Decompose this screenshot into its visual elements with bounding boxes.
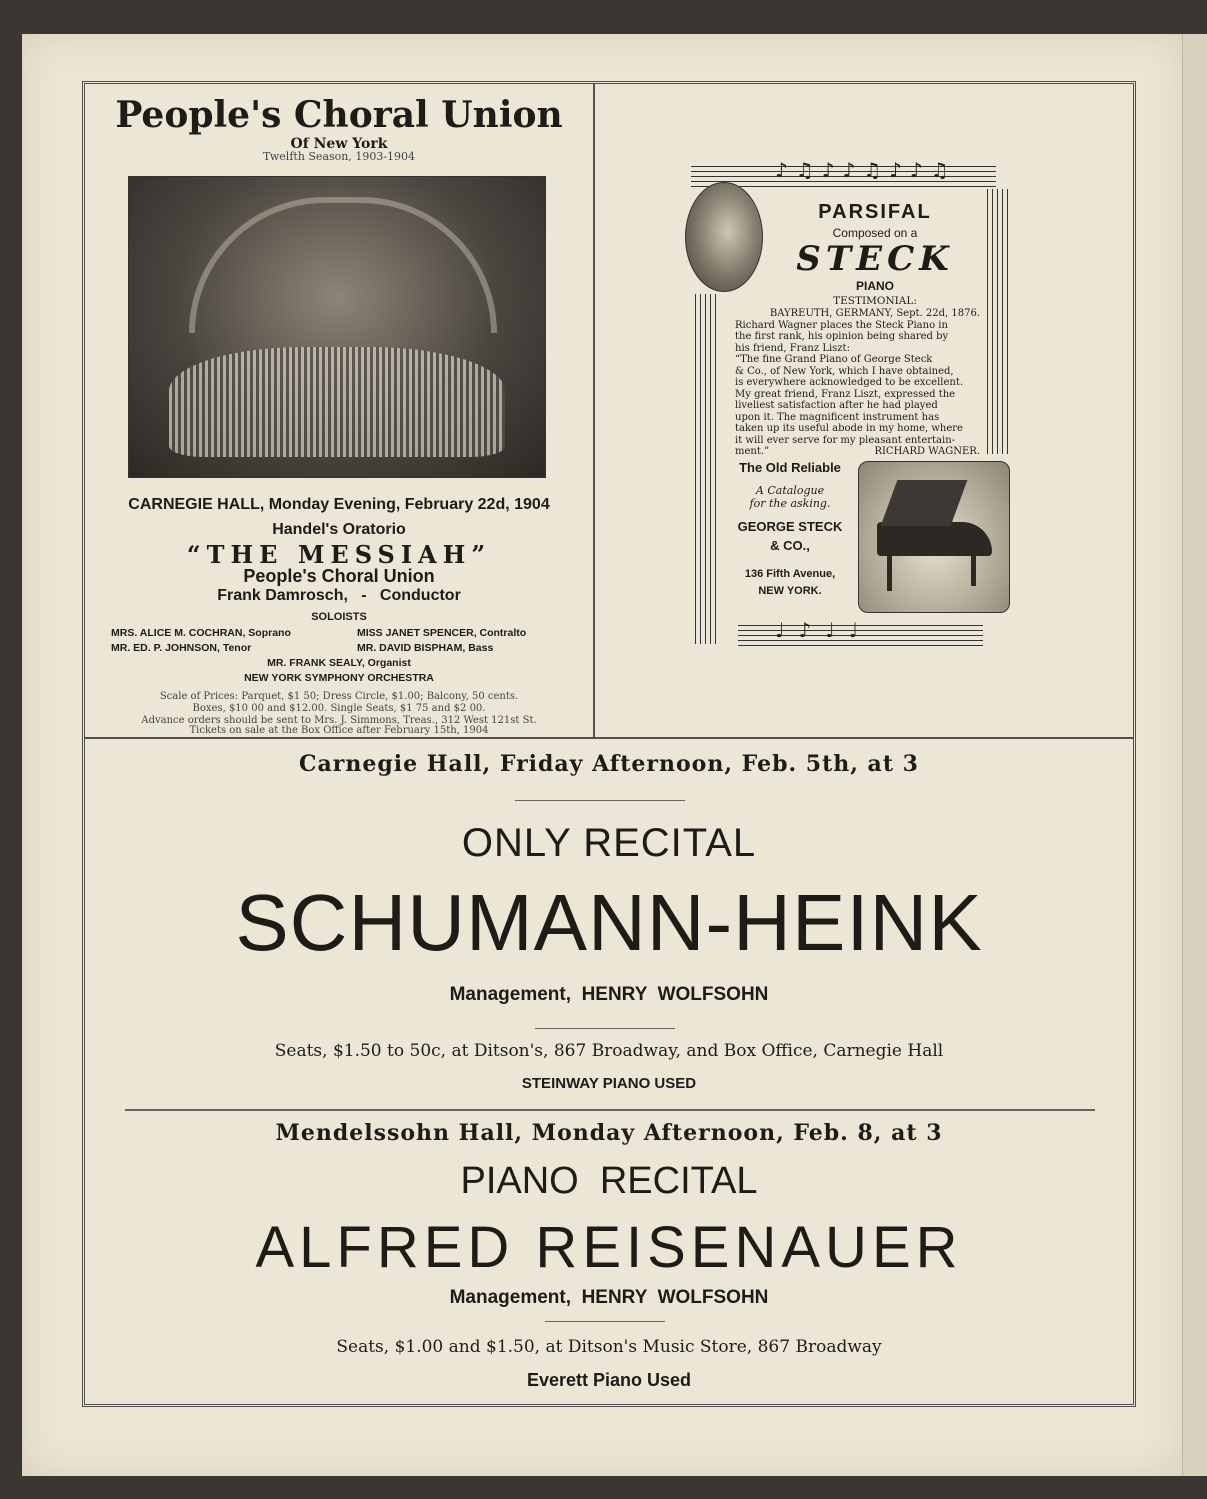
parsifal-title: PARSIFAL xyxy=(818,201,932,223)
address-line-2: NEW YORK. xyxy=(758,585,822,597)
conductor-line: Frank Damrosch, - Conductor xyxy=(217,587,461,604)
testimonial-line-2: the first rank, his opinion being shared by xyxy=(735,331,949,342)
recital-1-rule-mid xyxy=(535,1028,675,1029)
recital-1-artist: SCHUMANN-HEINK xyxy=(235,878,983,967)
old-reliable: The Old Reliable xyxy=(739,460,841,475)
testimonial-line-12: ment.” xyxy=(735,446,770,457)
testimonial-line-3: his friend, Franz Liszt: xyxy=(735,342,850,354)
testimonial-line-7: My great friend, Franz Liszt, expressed the xyxy=(735,388,956,400)
wagner-portrait xyxy=(685,182,763,292)
soloist-contralto: MISS JANET SPENCER, Contralto xyxy=(357,627,527,639)
recital-1-venue: Carnegie Hall, Friday Afternoon, Feb. 5th, at 3 xyxy=(299,751,919,777)
company-line-1: GEORGE STECK xyxy=(737,519,843,534)
testimonial-line-4: “The fine Grand Piano of George Steck xyxy=(735,354,933,365)
right-vertical-staff xyxy=(987,189,1011,454)
prices-line-1: Scale of Prices: Parquet, $1 50; Dress Circle, $1.00; Balcony, 50 cents. xyxy=(159,691,519,702)
soloist-tenor: MR. ED. P. JOHNSON, Tenor xyxy=(111,642,252,654)
piano-label: PIANO xyxy=(855,279,894,293)
catalogue-line-2: for the asking. xyxy=(749,497,831,510)
prices-line-3: Advance orders should be sent to Mrs. J. Simmons, Treas., 312 West 121st St. xyxy=(141,715,537,726)
catalogue-line-1: A Catalogue xyxy=(755,484,825,497)
steck-piano-ad xyxy=(595,84,1133,737)
choral-union-ad xyxy=(85,84,593,737)
recital-2-venue: Mendelssohn Hall, Monday Afternoon, Feb. 8, at 3 xyxy=(275,1120,943,1146)
soloist-soprano: MRS. ALICE M. COCHRAN, Soprano xyxy=(111,627,291,639)
grand-piano-photo xyxy=(858,461,1010,613)
event-line: CARNEGIE HALL, Monday Evening, February 22d, 1904 xyxy=(128,496,550,513)
recital-1-rule-top xyxy=(515,800,685,801)
wagner-signature: RICHARD WAGNER. xyxy=(874,446,980,457)
recital-2-seats: Seats, $1.00 and $1.50, at Ditson's Music Store, 867 Broadway xyxy=(336,1337,882,1357)
union-line: People's Choral Union xyxy=(243,566,435,586)
company-line-2: & CO., xyxy=(770,538,810,553)
testimonial-dateline: BAYREUTH, GERMANY, Sept. 22d, 1876. xyxy=(769,308,980,319)
testimonial-line-1: Richard Wagner places the Steck Piano in xyxy=(735,319,948,331)
testimonial-text xyxy=(735,308,980,458)
recital-2-management: Management, HENRY WOLFSOHN xyxy=(449,1287,769,1308)
messiah-title: “THE MESSIAH” xyxy=(186,540,492,569)
recital-2-rule xyxy=(545,1321,665,1322)
recital-1-management: Management, HENRY WOLFSOHN xyxy=(449,984,769,1005)
testimonial-line-11: it will ever serve for my pleasant entertain- xyxy=(735,434,956,446)
schumann-heink-ad xyxy=(85,739,1133,1099)
orchestra-line: NEW YORK SYMPHONY ORCHESTRA xyxy=(244,672,434,684)
testimonial-line-10: taken up its useful abode in my home, where xyxy=(735,423,963,434)
testimonial-line-5: & Co., of New York, which I have obtained, xyxy=(735,365,954,377)
bottom-staff-notes: ♩♪♩♩ xyxy=(775,618,873,642)
recital-2-artist: ALFRED REISENAUER xyxy=(255,1215,963,1280)
testimonial-line-9: upon it. The magnificent instrument has xyxy=(735,411,940,423)
left-vertical-staff xyxy=(695,294,719,644)
season-line: Twelfth Season, 1903-1904 xyxy=(262,150,416,163)
carnegie-hall-photo xyxy=(128,176,546,478)
soloists-header: SOLOISTS xyxy=(311,611,367,623)
testimonial-line-6: is everywhere acknowledged to be excellent. xyxy=(735,377,964,388)
composed-on-line: Composed on a xyxy=(832,226,918,240)
testimonial-label: TESTIMONIAL: xyxy=(833,295,917,307)
document-page xyxy=(22,34,1182,1476)
organist-line: MR. FRANK SEALY, Organist xyxy=(267,657,411,669)
recital-2-piano: Everett Piano Used xyxy=(526,1370,692,1390)
recital-1-heading: ONLY RECITAL xyxy=(461,821,757,865)
testimonial-line-8: liveliest satisfaction after he had played xyxy=(735,400,938,411)
top-staff-notes: ♪♫♪♪♫♪♪♫ xyxy=(775,158,957,182)
recital-1-seats: Seats, $1.50 to 50c, at Ditson's, 867 Broadway, and Box Office, Carnegie Hall xyxy=(274,1041,944,1061)
oratorio-line: Handel's Oratorio xyxy=(272,521,406,538)
recital-divider xyxy=(125,1109,1095,1111)
steck-brand: STECK xyxy=(796,239,954,279)
ad-frame xyxy=(82,81,1136,1407)
address-line-1: 136 Fifth Avenue, xyxy=(744,568,836,580)
choral-union-title: People's Choral Union xyxy=(115,94,563,136)
recital-1-piano: STEINWAY PIANO USED xyxy=(521,1075,697,1092)
recital-2-heading: PIANO RECITAL xyxy=(460,1160,758,1202)
reisenauer-ad xyxy=(85,1114,1133,1404)
prices-line-2: Boxes, $10 00 and $12.00. Single Seats, $1 75 and $2 00. xyxy=(192,703,486,714)
prices-line-4: Tickets on sale at the Box Office after February 15th, 1904 xyxy=(189,725,489,736)
binding-edge xyxy=(1182,34,1207,1476)
soloist-bass: MR. DAVID BISPHAM, Bass xyxy=(357,642,494,654)
choral-union-subtitle: Of New York xyxy=(290,136,388,152)
